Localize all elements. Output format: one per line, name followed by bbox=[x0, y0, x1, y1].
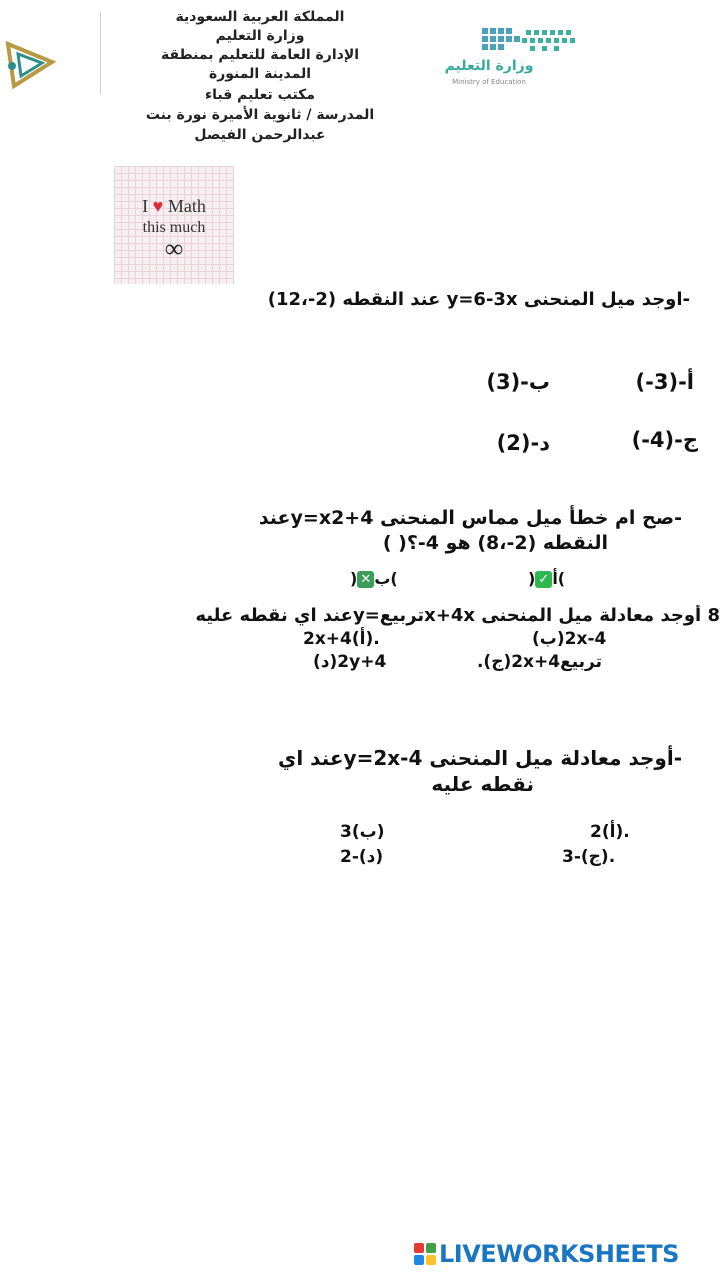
ministry-dots-icon bbox=[430, 26, 580, 56]
question-4-option-b[interactable]: 3(ب) bbox=[340, 822, 385, 842]
option-true-label: أ( bbox=[552, 569, 566, 588]
ministry-logo bbox=[430, 26, 580, 92]
check-mark-icon: ✓ bbox=[535, 571, 552, 588]
header-line-2: وزارة التعليم bbox=[215, 28, 305, 44]
header-line-7: عبدالرحمن الفيصل bbox=[194, 127, 326, 143]
liveworksheets-grid-icon bbox=[414, 1243, 436, 1265]
header-line-1: المملكة العربية السعودية bbox=[175, 9, 345, 25]
question-2-line-1: -صح ام خطأ ميل مماس المنحنى y=x2+4عند bbox=[258, 507, 682, 529]
question-1-option-a[interactable]: أ-(3-) bbox=[635, 370, 694, 394]
question-4-line-2: نقطه عليه bbox=[431, 772, 534, 796]
math-sticker-image bbox=[114, 166, 234, 284]
math-sticker-math: Math bbox=[167, 196, 206, 216]
heart-icon: ♥ bbox=[152, 196, 164, 216]
ministry-name-en: Ministry of Education bbox=[452, 78, 526, 86]
school-logo bbox=[2, 38, 58, 90]
liveworksheets-logo bbox=[414, 1240, 679, 1268]
question-4-option-c[interactable]: 3-(ج). bbox=[562, 847, 616, 867]
header-line-5: مكتب تعليم قباء bbox=[205, 87, 315, 103]
header-line-6: المدرسة / ثانوية الأميرة نورة بنت bbox=[145, 107, 375, 123]
question-3-option-b[interactable]: (ب)2x-4 bbox=[532, 629, 607, 649]
option-false-close: ) bbox=[350, 569, 358, 588]
question-1-option-c[interactable]: ج-(4-) bbox=[631, 428, 698, 452]
infinity-icon: ∞ bbox=[164, 234, 184, 263]
question-2-option-true[interactable] bbox=[528, 569, 565, 588]
header-line-3: الإدارة العامة للتعليم بمنطقة bbox=[160, 47, 360, 63]
ministry-name-ar: وزارة التعليم bbox=[444, 58, 534, 74]
question-3-option-d[interactable]: (د)2y+4 bbox=[313, 652, 387, 672]
question-1-option-d[interactable]: د-(2) bbox=[496, 431, 550, 455]
option-true-close: ) bbox=[528, 569, 536, 588]
math-sticker-line-1 bbox=[114, 196, 234, 217]
question-4-line-1: -أوجد معادلة ميل المنحنى y=2x-4عند اي bbox=[278, 746, 682, 770]
header-line-4: المدينة المنورة bbox=[208, 66, 312, 82]
header-divider bbox=[100, 12, 101, 94]
cross-mark-icon: ✕ bbox=[357, 571, 374, 588]
question-3-text: 8 أوجد معادلة ميل المنحنى x+4xتربيع=yعند اي نقطه عليه bbox=[195, 605, 720, 626]
question-2-option-false[interactable] bbox=[350, 569, 398, 588]
question-3-option-a[interactable]: 2x+4(أ). bbox=[303, 629, 380, 649]
question-1-option-b[interactable]: ب-(3) bbox=[486, 370, 550, 394]
question-2-line-2: النقطه (2-،8) هو 4-؟( ) bbox=[382, 532, 608, 554]
math-sticker-i: I bbox=[142, 196, 149, 216]
math-sticker-line-2: this much bbox=[142, 219, 206, 236]
question-4-option-d[interactable]: 2-(د) bbox=[340, 847, 384, 867]
question-1-text: -اوجد ميل المنحنى y=6-3x عند النقطه (2-،12) bbox=[267, 289, 690, 310]
question-4-option-a[interactable]: 2(أ). bbox=[590, 822, 630, 842]
question-3-option-c[interactable]: تربيع2x+4(ج). bbox=[476, 652, 602, 672]
option-false-label: ب( bbox=[374, 569, 398, 588]
liveworksheets-brand-text: LIVEWORKSHEETS bbox=[439, 1240, 679, 1268]
